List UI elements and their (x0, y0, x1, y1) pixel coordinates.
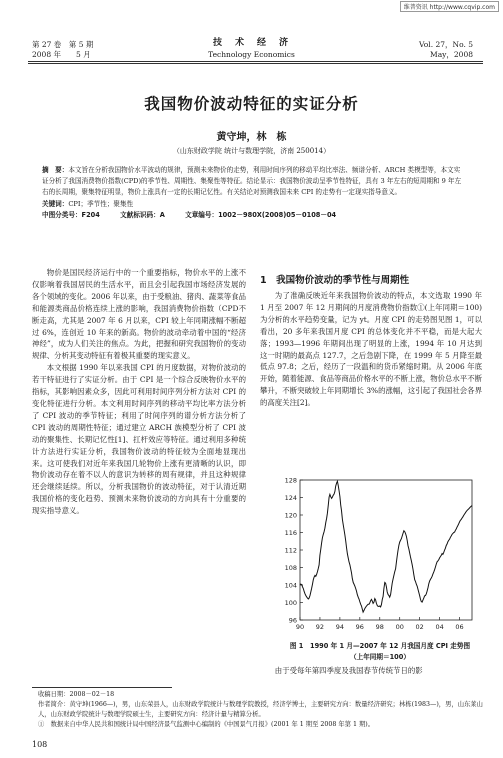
cpi-line-chart (270, 474, 480, 638)
journal-name-en: Technology Economics (208, 50, 295, 59)
x-tick-label: 94 (335, 623, 345, 631)
x-tick-label: 90 (295, 623, 305, 631)
footnote-author: 作者简介：黄守坤(1966—)，男，山东荣县人，山东财政学院统计与数理学院教授，经济学博士，主要研究方向：数量经济研究；林栋(1983—)，男，山东莱山人，山东财政学院统计与数理学院硕士生，主要研究方向：经济计量与精算分析。 (38, 701, 483, 718)
header-rule (28, 61, 483, 62)
doc-code: 文献标识码：A (120, 210, 165, 219)
cpi-series-line (300, 481, 472, 612)
date-cn: 2008 年 5 月 (32, 50, 91, 59)
y-tick-label: 128 (284, 476, 297, 485)
paragraph: 为了准确反映近年来我国物价波动的特点，本文选取 1990 年 1 月至 2007 年 12 月期间的月度消费物价指数①(上年同期＝100)为分析的水平趋势变量，记为 yt。月度 CPI 的走势图见图 1，可以看出，20 多年来我国月度 CPI 的总体变化并不平稳，而是大起大落；1993—1996 年期间出现了明显的上涨，1994 年 10 月达到这一时期的最高点 127.7，之后急剧下降，在 1999 年 5 月降至最低点 97.8；之后，经历了一段温和的货币紧缩时期。从 2006 年底开始，随着能源、食品等商品价格水平的不断上涨，物价总水平不断攀升，不断突破较上年同期增长 3%的涨幅，这引起了我国社会各界的高度关注[2]。 (260, 291, 482, 408)
x-tick-label: 04 (435, 623, 444, 631)
clc-number: 中图分类号：F204 (42, 210, 100, 219)
y-tick-label: 112 (284, 546, 297, 555)
y-tick-label: 124 (284, 494, 297, 502)
y-tick-label: 120 (284, 511, 297, 520)
x-tick-label: 96 (355, 623, 364, 631)
y-tick-label: 108 (284, 564, 297, 572)
right-column (260, 290, 482, 409)
x-tick-label: 00 (395, 623, 404, 631)
y-tick-label: 96 (288, 616, 297, 625)
affiliation: （山东财政学院 统计与数理学院，济南 250014） (172, 147, 331, 155)
article-number: 文章编号：1002－980X(2008)05－0108－04 (185, 210, 337, 219)
x-tick-label: 06 (455, 623, 464, 631)
y-tick-label: 116 (284, 529, 297, 537)
header-rule-thin (28, 63, 483, 64)
paragraph: 由于受每年第四季度及我国春节传统节日的影 (274, 666, 423, 675)
y-tick-label: 100 (284, 599, 297, 607)
figure-caption-line2: （上年同期＝100） (350, 653, 410, 661)
keywords: CPI；季节性；聚集性 (68, 199, 134, 208)
volume-en: Vol. 27，No. 5 (419, 40, 473, 49)
footnote-rule (32, 687, 172, 688)
paper-title: 我国物价波动特征的实证分析 (144, 95, 359, 113)
watermark-stamp: 维普资讯 http://www.cqvip.com (400, 1, 499, 12)
y-tick-label: 104 (284, 581, 297, 590)
section-heading: 1 我国物价波动的季节性与周期性 (260, 275, 410, 286)
volume-cn: 第 27 卷 第 5 期 (32, 40, 94, 49)
authors: 黄守坤，林 栋 (216, 132, 287, 143)
x-tick-label: 92 (315, 623, 325, 631)
keywords-label: 关键词： (42, 199, 69, 208)
plot-frame (300, 480, 472, 620)
x-tick-label: 98 (375, 623, 384, 631)
paragraph: 本文根据 1990 年以来我国 CPI 的月度数据，对物价波动的若干特征进行了实证分析。由于 CPI 是一个综合反映物价水平的指标，其影响因素众多，因此可利用时间序列分析方法对 CPI 的变化特征进行分析。本文利用时间序列的移动平均比率方法分析了 CPI 波动的季节特征；利用了时间序列的谱分析方法分析了 CPI 波动的周期性特征；通过建立 ARCH 族模型分析了 CPI 波动的聚集性、长期记忆性[1]、扛杆效应等特征。通过利用多种统计方法进行实证分析，我国物价波动的特征较为全面地显现出来。这可使我们对近年来我国几轮物价上涨有更清晰的认识，即物价波动存在着不以人的意识为转移的周有规律，并且这种规律还会继续延续。所以，分析我国物价的波动特征，对于认清近期我国价格的变化趋势、预测未来物价波动的方向具有十分重要的现实指导意义。 (32, 363, 246, 516)
abstract-label: 摘 要： (42, 166, 69, 174)
x-tick-label: 02 (415, 623, 424, 631)
page-number: 108 (32, 740, 48, 749)
abstract-text: 本文旨在分析我国物价水平波动的规律，预测未来物价的走势，利用时间序列的移动平均比率法、频谱分析、ARCH 类模型等，本文实证分析了我国消费物价指数(CPD)的季节性、周期性、集聚性等特征。结论显示：我国物价波动呈季节性特征，具有 3 年左右的短周期和 9 年左右的长周期，聚集特征明显，物价上涨具有一定的长期记忆性。有关结论对预测我国未来 CPI 的走势有一定现实指导意义。 (42, 166, 462, 197)
right-column-tail (260, 665, 482, 677)
footnote-received: 收稿日期：2008－02－18 (38, 691, 115, 698)
abstract-block (42, 165, 462, 221)
date-en: May，2008 (430, 50, 473, 59)
left-column (32, 267, 246, 517)
journal-name-cn: 技 术 经 济 (212, 38, 290, 48)
footnote-data-source: ① 数据来自中华人民共和国统计局中国经济景气监测中心编制的《中国景气月报》(2001 年 1 期至 2008 年第 1 期)。 (38, 721, 375, 728)
paragraph: 物价是国民经济运行中的一个重要指标，物价水平的上涨不仅影响着我国居民的生活水平，而且会引起我国市场经济发展的各个领域的变化。2006 年以来，由于受粮油、猪肉、蔬菜等食品和能源类商品价格连续上涨的影响，我国消费物价指数（CPD不断走高，尤其是 2007 年 6 月以来，CPI 较上年同期涨幅不断超过 6%，连创近 10 年来的新高。物价的波动牵动着中国的“经济神经”，成为人们关注的焦点。为此，把握和研究我国物价的变动规律、分析其变动特征有着极其重要的现实意义。 (32, 268, 246, 361)
figure-caption-line1: 图 1 1990 年 1 月—2007 年 12 月我国月度 CPI 走势图 (289, 642, 471, 650)
figure-caption (268, 641, 492, 663)
